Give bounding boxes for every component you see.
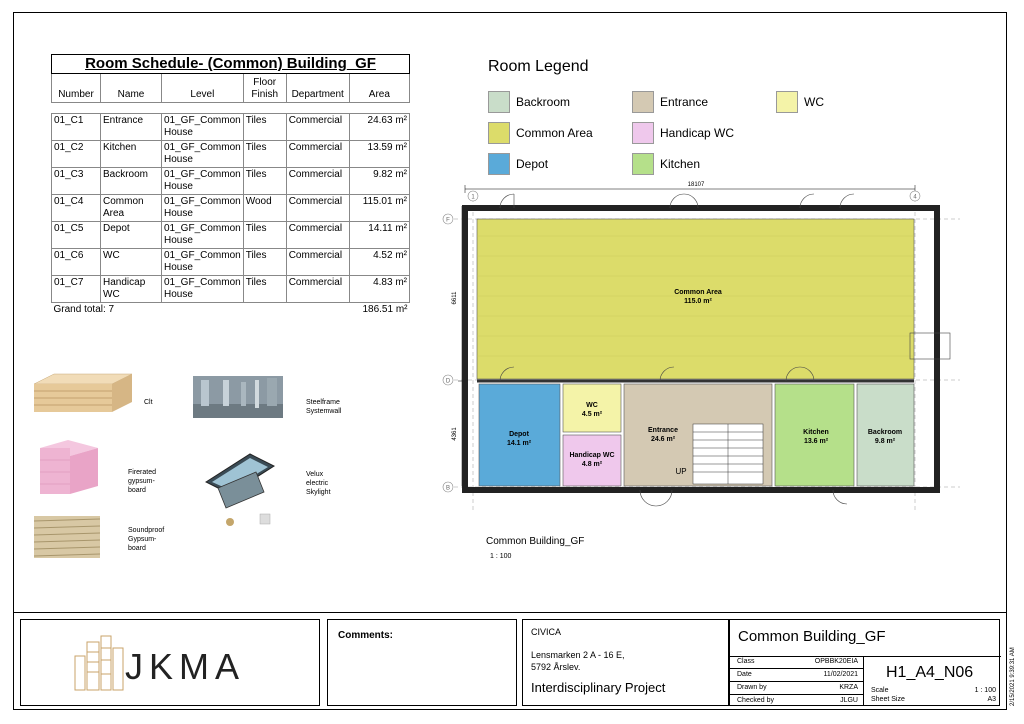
- scale-value: 1 : 100: [974, 687, 996, 694]
- room-area: 14.1 m²: [506, 440, 532, 447]
- cell-number: 01_C4: [52, 195, 101, 222]
- cell-finish: Tiles: [243, 168, 286, 195]
- cell-finish: Tiles: [243, 276, 286, 303]
- dimension-upper: 6611: [452, 291, 458, 305]
- room-name: Backroom: [867, 429, 903, 436]
- cell-name: Handicap WC: [101, 276, 162, 303]
- soundproof-gypsum-image: [34, 516, 100, 558]
- schedule-title: Room Schedule- (Common) Building_GF: [52, 55, 410, 74]
- comments-box: [327, 619, 517, 706]
- cell-name: Common Area: [101, 195, 162, 222]
- cell-area: 24.63 m²: [349, 114, 409, 141]
- grand-total-area: 186.51 m²: [349, 303, 409, 318]
- legend-item: [488, 122, 593, 144]
- legend-label: Depot: [516, 157, 549, 171]
- building-logo-icon: [69, 634, 127, 692]
- room-area: 24.6 m²: [650, 436, 676, 443]
- cell-department: Commercial: [286, 249, 349, 276]
- legend-item: [488, 153, 548, 175]
- header-floor-finish: Floor Finish: [243, 74, 286, 103]
- grid-label-b: B: [445, 485, 451, 492]
- room-area: 115.0 m²: [684, 298, 712, 305]
- material-label: Velux electric Skylight: [306, 471, 331, 496]
- checked-by-value: JLGU: [840, 697, 858, 704]
- cell-level: 01_GF_Common House: [162, 114, 244, 141]
- organization-box: [522, 619, 729, 706]
- cell-finish: Wood: [243, 195, 286, 222]
- cell-level: 01_GF_Common House: [162, 222, 244, 249]
- room-label-common-area: [658, 288, 738, 306]
- address-line-1: Lensmarken 2 A - 16 E,: [531, 650, 625, 660]
- cell-area: 14.11 m²: [349, 222, 409, 249]
- legend-label: Entrance: [660, 95, 709, 109]
- grid-label-4: 4: [913, 194, 917, 201]
- stairs-up-label: UP: [675, 467, 687, 476]
- legend-item: [632, 91, 708, 113]
- cell-area: 4.83 m²: [349, 276, 409, 303]
- table-row: [52, 276, 410, 303]
- cell-area: 4.52 m²: [349, 249, 409, 276]
- cell-name: Entrance: [101, 114, 162, 141]
- legend-swatch: [632, 122, 654, 144]
- cell-number: 01_C2: [52, 141, 101, 168]
- grid-label-d: D: [445, 378, 451, 385]
- view-scale: 1 : 100: [490, 553, 512, 560]
- legend-swatch: [488, 122, 510, 144]
- room-label-entrance: [628, 426, 698, 444]
- cell-department: Commercial: [286, 195, 349, 222]
- schedule-header: [52, 74, 410, 103]
- cell-number: 01_C7: [52, 276, 101, 303]
- title-block-divider: [13, 612, 1007, 613]
- material-label: Firerated gypsum-board: [128, 469, 157, 494]
- legend-item: [776, 91, 824, 113]
- cell-department: Commercial: [286, 114, 349, 141]
- fire-gypsum-image: [38, 438, 100, 496]
- table-row: [52, 114, 410, 141]
- room-area: 13.6 m²: [803, 438, 829, 445]
- cell-finish: Tiles: [243, 141, 286, 168]
- cell-level: 01_GF_Common House: [162, 195, 244, 222]
- header-level: Level: [162, 74, 244, 103]
- cell-department: Commercial: [286, 222, 349, 249]
- grand-total-row: [52, 303, 410, 318]
- header-number: Number: [52, 74, 101, 103]
- room-name: Common Area: [674, 289, 722, 296]
- sheet-title: Common Building_GF: [738, 628, 886, 645]
- legend-title: Room Legend: [488, 58, 589, 75]
- logo-text: JKMA: [125, 646, 246, 687]
- cell-name: Kitchen: [101, 141, 162, 168]
- sheet-number: H1_A4_N06: [886, 664, 974, 681]
- grid-label-1: 1: [471, 194, 475, 201]
- logo-box: [20, 619, 320, 706]
- project-name: Interdisciplinary Project: [531, 680, 666, 695]
- steelframe-image: [193, 376, 283, 418]
- table-row: [52, 195, 410, 222]
- grand-total-label: Grand total: 7: [52, 303, 350, 318]
- material-label: Clt: [144, 399, 153, 406]
- room-name: Kitchen: [803, 429, 829, 436]
- material-label: Steelframe Systemwall: [306, 399, 342, 415]
- room-label-backroom: [857, 428, 913, 446]
- cell-finish: Tiles: [243, 249, 286, 276]
- cell-number: 01_C6: [52, 249, 101, 276]
- cell-level: 01_GF_Common House: [162, 141, 244, 168]
- cell-area: 9.82 m²: [349, 168, 409, 195]
- view-title: Common Building_GF: [486, 536, 585, 547]
- room-schedule: [51, 54, 410, 317]
- checked-by-label: Checked by: [737, 697, 774, 704]
- address-line-2: 5792 Årslev.: [531, 662, 581, 672]
- dimension-lower: 4361: [452, 427, 458, 441]
- legend-item: [632, 153, 700, 175]
- comments-label: Comments:: [338, 630, 394, 641]
- room-label-handicap-wc: [561, 451, 623, 469]
- cell-number: 01_C3: [52, 168, 101, 195]
- legend-swatch: [632, 153, 654, 175]
- cell-department: Commercial: [286, 168, 349, 195]
- legend-swatch: [776, 91, 798, 113]
- print-timestamp: 2/15/2021 9:39:31 AM: [1010, 647, 1016, 706]
- cell-level: 01_GF_Common House: [162, 276, 244, 303]
- cell-area: 13.59 m²: [349, 141, 409, 168]
- date-label: Date: [737, 671, 752, 678]
- drawn-by-value: KRZA: [839, 684, 858, 691]
- table-row: [52, 141, 410, 168]
- cell-finish: Tiles: [243, 114, 286, 141]
- clt-image: [30, 372, 134, 416]
- legend-label: Common Area: [516, 126, 593, 140]
- date-value: 11/02/2021: [823, 671, 858, 678]
- legend-item: [632, 122, 734, 144]
- dimension-top: 18107: [687, 182, 705, 188]
- room-name: Handicap WC: [569, 452, 615, 459]
- room-label-wc: [564, 401, 620, 419]
- room-area: 9.8 m²: [874, 438, 896, 445]
- drawn-by-label: Drawn by: [737, 684, 767, 691]
- cell-department: Commercial: [286, 141, 349, 168]
- room-name: Entrance: [648, 427, 678, 434]
- legend-swatch: [488, 91, 510, 113]
- table-row: [52, 168, 410, 195]
- room-name: Depot: [509, 431, 529, 438]
- grid-label-f: F: [446, 217, 450, 224]
- room-area: 4.8 m²: [581, 461, 603, 468]
- cell-number: 01_C5: [52, 222, 101, 249]
- room-area: 4.5 m²: [581, 411, 603, 418]
- material-label: Soundproof Gypsum-board: [128, 527, 165, 552]
- legend-item: [488, 91, 570, 113]
- legend-label: Kitchen: [660, 157, 701, 171]
- stairs: [693, 424, 763, 484]
- skylight-image: [204, 452, 276, 528]
- class-label: Class: [737, 658, 755, 665]
- header-area: Area: [349, 74, 409, 103]
- cell-number: 01_C1: [52, 114, 101, 141]
- room-label-depot: [481, 430, 557, 448]
- cell-finish: Tiles: [243, 222, 286, 249]
- sheet-size-value: A3: [987, 696, 996, 703]
- sheet-info-box: [729, 619, 1000, 706]
- table-row: [52, 222, 410, 249]
- header-name: Name: [101, 74, 162, 103]
- cell-level: 01_GF_Common House: [162, 168, 244, 195]
- cell-name: Backroom: [101, 168, 162, 195]
- cell-level: 01_GF_Common House: [162, 249, 244, 276]
- class-value: OPBBK20EIA: [814, 658, 858, 665]
- cell-name: WC: [101, 249, 162, 276]
- scale-label: Scale: [871, 687, 889, 694]
- header-department: Department: [286, 74, 349, 103]
- legend-swatch: [488, 153, 510, 175]
- legend-label: WC: [804, 95, 824, 109]
- sheet-size-label: Sheet Size: [871, 696, 905, 703]
- table-row: [52, 249, 410, 276]
- legend-label: Backroom: [516, 95, 571, 109]
- cell-name: Depot: [101, 222, 162, 249]
- legend-label: Handicap WC: [660, 126, 735, 140]
- organization-name: CIVICA: [531, 627, 562, 637]
- room-name: WC: [586, 402, 598, 409]
- legend-swatch: [632, 91, 654, 113]
- room-label-kitchen: [778, 428, 854, 446]
- cell-department: Commercial: [286, 276, 349, 303]
- floor-plan: [440, 176, 970, 522]
- cell-area: 115.01 m²: [349, 195, 409, 222]
